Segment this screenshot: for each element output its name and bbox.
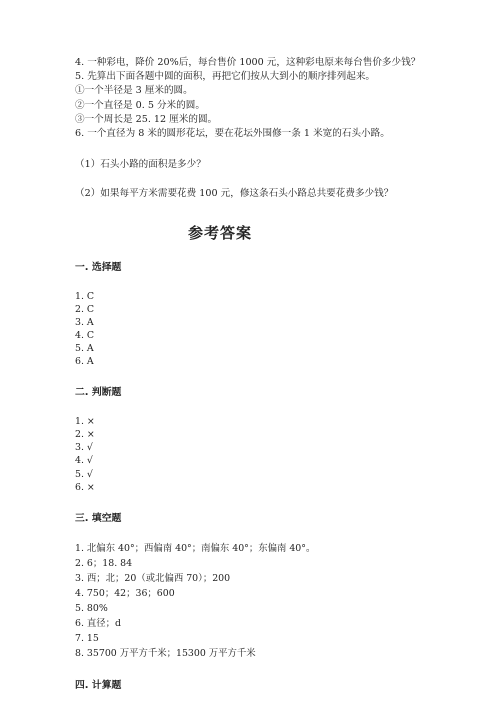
question-5-item-1: ①一个半径是 3 厘米的圆。: [75, 85, 193, 97]
answer-item: 6. ×: [75, 481, 95, 493]
question-5-item-2: ②一个直径是 0. 5 分米的圆。: [75, 99, 205, 111]
section-choice: [75, 259, 435, 369]
answer-item: 2. C: [75, 303, 95, 315]
answer-item: 6. 直径；d: [75, 617, 122, 629]
question-6-sub-1: （1）石头小路的面积是多少？: [75, 159, 206, 171]
section-calc: [75, 677, 435, 691]
answer-item: 6. A: [75, 356, 94, 368]
question-6: 6. 一个直径为 8 米的圆形花坛，要在花坛外围修一条 1 米宽的石头小路。: [75, 128, 390, 140]
answer-item: 3. A: [75, 316, 94, 328]
answer-item: 7. 15: [75, 632, 99, 644]
section-heading-choice: 一. 选择题: [75, 261, 122, 273]
answer-item: 3. √: [75, 442, 93, 454]
answer-item: 5. √: [75, 468, 93, 480]
section-fill: [75, 510, 435, 661]
answer-item: 2. 6；18. 84: [75, 557, 133, 569]
answer-item: 1. 北偏东 40°；西偏南 40°；南偏东 40°；东偏南 40°。: [75, 542, 316, 554]
question-5-item-3: ③一个周长是 25. 12 厘米的圆。: [75, 113, 218, 125]
answer-item: 4. C: [75, 329, 95, 341]
answer-item: 3. 西；北；20（或北偏西 70）；200: [75, 572, 231, 584]
question-5: 5. 先算出下面各题中圆的面积，再把它们按从大到小的顺序排列起来。: [75, 71, 376, 83]
section-judge: [75, 384, 435, 494]
answer-item: 4. √: [75, 455, 93, 467]
section-heading-fill: 三. 填空题: [75, 512, 122, 524]
section-heading-calc: 四. 计算题: [75, 679, 122, 691]
answer-title: 参考答案: [187, 223, 252, 242]
document-page: [75, 56, 435, 708]
answer-item: 1. ×: [75, 416, 95, 428]
question-6-sub-2: （2）如果每平方米需要花费 100 元，修这条石头小路总共要花费多少钱？: [75, 188, 394, 200]
question-4: 4. 一种彩电，降价 20%后，每台售价 1000 元，这种彩电原来每台售价多少钱？: [75, 57, 421, 68]
answer-item: 5. 80%: [75, 602, 108, 614]
section-heading-judge: 二. 判断题: [75, 387, 122, 399]
answer-item: 5. A: [75, 343, 94, 354]
answer-item: 2. ×: [75, 429, 95, 441]
answer-item: 1. C: [75, 290, 95, 302]
answer-item: 8. 35700 万平方千米；15300 万平方千米: [75, 647, 256, 659]
question-list: [75, 56, 435, 202]
answer-item: 4. 750；42；36；600: [75, 587, 175, 599]
